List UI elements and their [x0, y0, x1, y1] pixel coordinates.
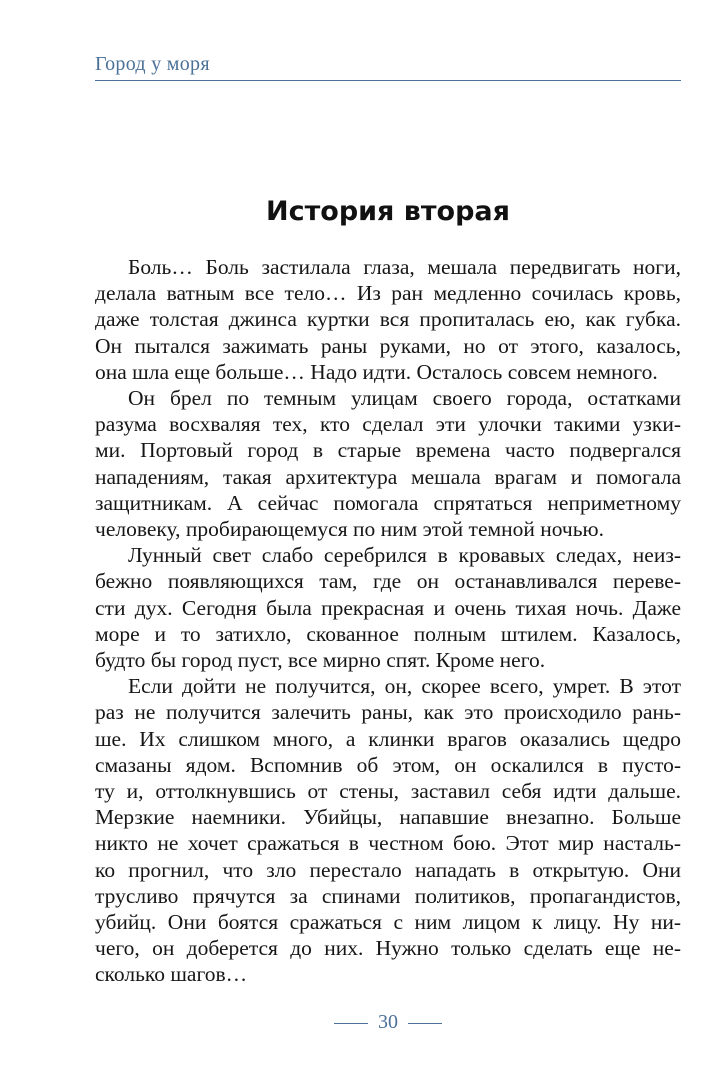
body-text: [95, 254, 681, 988]
page-number: 30: [378, 1011, 398, 1033]
paragraph: [95, 385, 681, 542]
page-footer: [95, 1011, 681, 1034]
header-rule: [95, 80, 681, 81]
text-line: трусливо прячутся за спинами политиков, пропагандистов,: [95, 883, 681, 908]
text-line: защитникам. А сейчас помогала спрятаться неприметному: [95, 490, 681, 515]
text-line: ше. Их слишком много, а клинки врагов оказались щедро: [95, 726, 681, 751]
text-line: Боль… Боль застилала глаза, мешала передвигать ноги,: [128, 255, 681, 279]
text-line: ту и, оттолкнувшись от стены, заставил себя идти дальше.: [95, 779, 681, 804]
paragraph: [95, 542, 681, 673]
folio-left-rule: [334, 1023, 368, 1024]
text-line: убийц. Они боятся сражаться с ним лицом к лицу. Ну ни-: [95, 910, 681, 935]
folio-right-rule: [408, 1023, 442, 1024]
text-line: море и то затихло, скованное полным штилем. Казалось,: [95, 621, 681, 646]
text-line: Он брел по темным улицам своего города, остатками: [128, 386, 681, 411]
text-line: человеку, пробирающемуся по ним этой темной ночью.: [95, 517, 604, 542]
text-line: сколько шагов…: [95, 962, 248, 987]
text-line: смазаны ядом. Вспомнив об этом, он оскалился в пусто-: [95, 752, 681, 777]
text-line: нападениям, такая архитектура мешала врагам и помогала: [95, 464, 681, 489]
text-line: Лунный свет слабо серебрился в кровавых следах, неиз-: [128, 543, 681, 568]
paragraph: [95, 673, 681, 987]
text-line: ко прогнил, что зло перестало нападать в открытую. Они: [95, 857, 681, 882]
text-line: чего, он доберется до них. Нужно только сделать еще не-: [95, 936, 681, 961]
text-line: сти дух. Сегодня была прекрасная и очень тихая ночь. Даже: [95, 595, 681, 620]
text-line: никто не хочет сражаться в честном бою. Этот мир насталь-: [95, 831, 681, 856]
text-line: Мерзкие наемники. Убийцы, напавшие внезапно. Больше: [95, 805, 681, 830]
text-line: разума восхваляя тех, кто сделал эти улочки такими узки-: [95, 412, 681, 437]
text-line: будто бы город пуст, все мирно спят. Кроме него.: [95, 648, 546, 673]
running-header-title: Город у моря: [95, 53, 210, 75]
text-line: ми. Портовый город в старые времена часто подвергался: [95, 438, 681, 463]
text-line: даже толстая джинса куртки вся пропиталась ею, как губка.: [95, 307, 681, 332]
text-line: раз не получится залечить раны, как это происходило рань-: [95, 700, 681, 725]
text-line: Он пытался зажимать раны руками, но от этого, казалось,: [95, 333, 681, 358]
text-line: она шла еще больше… Надо идти. Осталось совсем немного.: [95, 359, 658, 384]
text-line: Если дойти не получится, он, скорее всего, умрет. В этот: [128, 674, 681, 699]
text-line: делала ватным все тело… Из ран медленно сочилась кровь,: [95, 281, 681, 306]
text-line: бежно появляющихся там, где он останавливался переве-: [95, 569, 681, 594]
chapter-title: История вторая: [266, 196, 510, 227]
paragraph: [95, 254, 681, 385]
